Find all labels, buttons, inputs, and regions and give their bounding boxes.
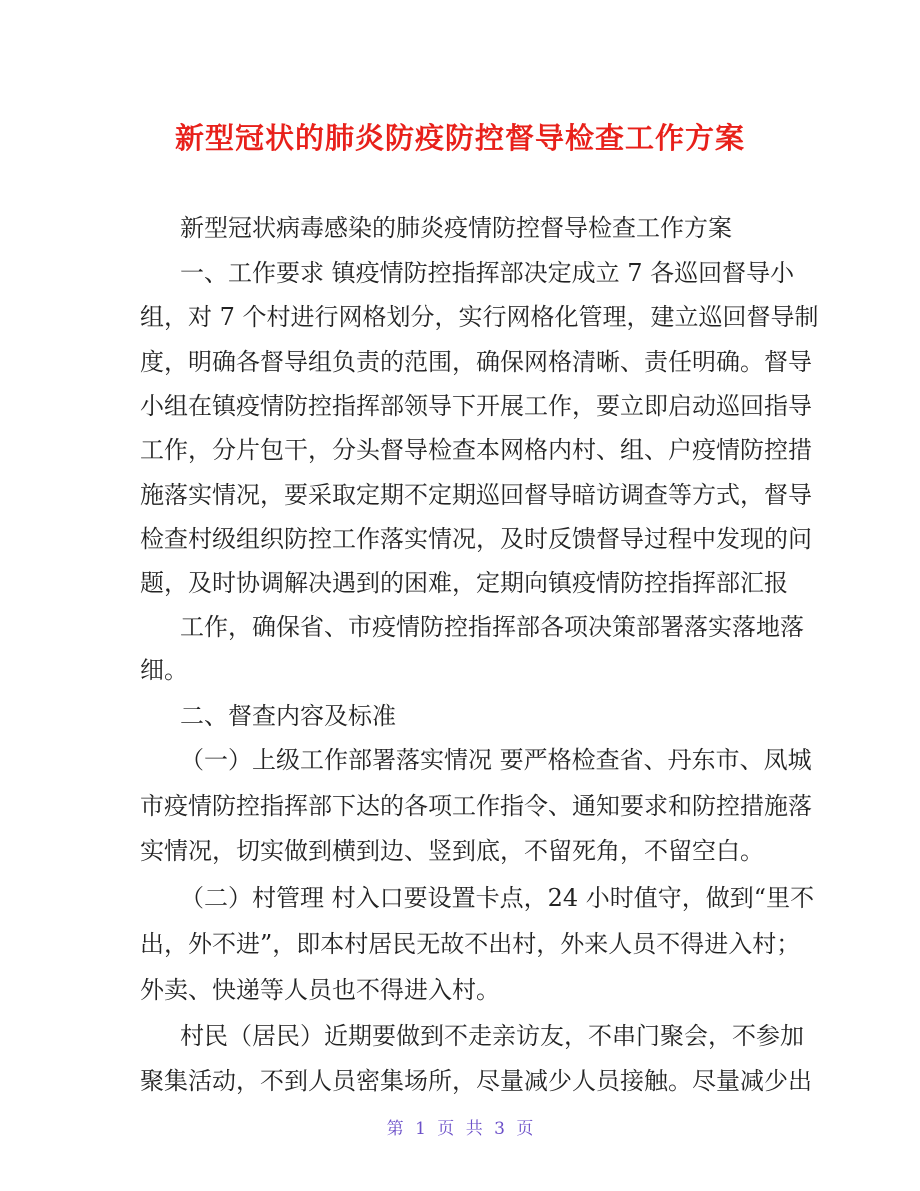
document-title: 新型冠状的肺炎防疫防控督导检查工作方案 [174, 121, 745, 155]
text-line: 组，对 7 个村进行网格划分，实行网格化管理，建立巡回督导制 [140, 303, 819, 331]
text-line: 聚集活动，不到人员密集场所，尽量减少人员接触。尽量减少出 [140, 1067, 812, 1095]
page-number: 第 1 页 共 3 页 [386, 1119, 534, 1139]
text-line: 工作，分片包干，分头督导检查本网格内村、组、户疫情防控措 [140, 436, 812, 464]
text-line: （二）村管理 村入口要设置卡点，24 小时值守，做到“里不 [180, 884, 815, 912]
text-line: （一）上级工作部署落实情况 要严格检查省、丹东市、凤城 [180, 746, 812, 774]
text-line: 检查村级组织防控工作落实情况，及时反馈督导过程中发现的问 [140, 525, 812, 553]
text-line: 二、督查内容及标准 [180, 702, 396, 730]
text-line: 小组在镇疫情防控指挥部领导下开展工作，要立即启动巡回指导 [140, 392, 812, 420]
text-line: 工作，确保省、市疫情防控指挥部各项决策部署落实落地落 [180, 613, 804, 641]
text-line: 村民（居民）近期要做到不走亲访友，不串门聚会，不参加 [180, 1022, 804, 1050]
text-line: 度，明确各督导组负责的范围，确保网格清晰、责任明确。督导 [140, 348, 812, 376]
text-line: 实情况，切实做到横到边、竖到底，不留死角，不留空白。 [140, 837, 764, 865]
text-line: 施落实情况，要采取定期不定期巡回督导暗访调查等方式，督导 [140, 481, 812, 509]
text-line: 细。 [140, 656, 188, 684]
text-line: 出，外不进”，即本村居民无故不出村，外来人员不得进入村； [140, 930, 801, 958]
text-line: 新型冠状病毒感染的肺炎疫情防控督导检查工作方案 [180, 214, 732, 242]
text-line: 外卖、快递等人员也不得进入村。 [140, 976, 500, 1004]
text-line: 一、工作要求 镇疫情防控指挥部决定成立 7 各巡回督导小 [180, 259, 795, 287]
text-line: 市疫情防控指挥部下达的各项工作指令、通知要求和防控措施落 [140, 792, 812, 820]
text-line: 题，及时协调解决遇到的困难，定期向镇疫情防控指挥部汇报 [140, 569, 788, 597]
